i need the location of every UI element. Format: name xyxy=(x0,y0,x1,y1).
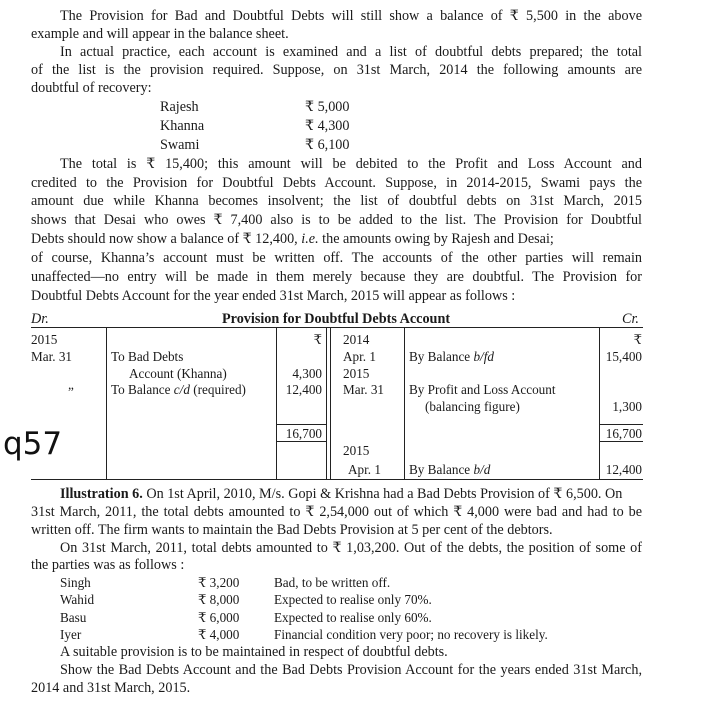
ledger-right-total: 16,700 xyxy=(605,426,642,441)
ledger-left-ditto: „ xyxy=(68,377,74,392)
para2-line-7: unaffected—no entry will be made in them merely because they are doubtful. The Provision for xyxy=(31,269,642,285)
party-name: Singh xyxy=(60,575,91,590)
para2-line-8: Doubtful Debts Account for the year ended 31st March, 2015 will appear as follows : xyxy=(31,288,516,304)
ledger-right-p4a: By Balance xyxy=(409,462,474,477)
ledger-right-p1a: By Balance xyxy=(409,349,474,364)
illustration-line-5: the parties was as follows : xyxy=(31,557,185,573)
recovery-amount: ₹ 5,000 xyxy=(305,99,350,115)
party-name: Wahid xyxy=(60,592,95,607)
ledger-right-date-3: Apr. 1 xyxy=(348,462,381,477)
ledger-left-p3a: To Balance xyxy=(111,382,174,397)
recovery-name: Khanna xyxy=(160,118,205,134)
ledger-left-particular-3 xyxy=(111,381,246,399)
ledger-right-particular-3: (balancing figure) xyxy=(425,399,520,414)
ledger-left-total: 16,700 xyxy=(285,426,322,441)
ledger-left-year: 2015 xyxy=(31,332,58,347)
illustration-line-3: written off. The firm wants to maintain the Bad Debts Provision at 5 per cent of the debtors. xyxy=(31,522,553,538)
ledger-right-date-2: Mar. 31 xyxy=(343,382,385,397)
party-amount: ₹ 6,000 xyxy=(198,610,240,625)
intro-line-3: In actual practice, each account is examined and a list of doubtful debts prepared; the total xyxy=(60,44,642,60)
ledger-right-year-3: 2015 xyxy=(343,443,370,458)
para2-ie: i.e. xyxy=(301,231,319,247)
ledger-right-p4b: b/d xyxy=(473,462,491,477)
illustration-line-4: On 31st March, 2011, total debts amounted to ₹ 1,03,200. Out of the debts, the position of some of xyxy=(60,540,642,556)
ledger-right-particular-4 xyxy=(409,461,490,479)
intro-line-4: of the list is the provision required. Suppose, on 31st March, 2014 the following amounts are xyxy=(31,62,642,78)
para2-line-3: amount due while Khanna becomes insolvent; the list of doubtful debts on 31st March, 2015 xyxy=(31,193,642,209)
ledger-cr: Cr. xyxy=(622,311,639,327)
question-number-stamp: q57 xyxy=(3,426,63,462)
recovery-name: Swami xyxy=(160,137,200,153)
party-note: Financial condition very poor; no recovery is likely. xyxy=(274,627,548,642)
ledger-right-year-2: 2015 xyxy=(343,366,370,381)
ledger-bottom-rule xyxy=(31,479,643,480)
party-amount: ₹ 8,000 xyxy=(198,592,240,607)
para2-line-5c: the amounts owing by Rajesh and Desai; xyxy=(318,231,554,247)
para2-line-4: shows that Desai who owes ₹ 7,400 also is to be added to the list. The Provision for Doubtful xyxy=(31,212,642,228)
party-name: Iyer xyxy=(60,627,82,642)
para2-line-6: of course, Khanna’s account must be written off. The accounts of the other parties will remain xyxy=(31,250,642,266)
party-name: Basu xyxy=(60,610,87,625)
ledger-left-p3b: c/d xyxy=(173,382,190,397)
ledger-left-amount-1: 4,300 xyxy=(292,366,322,381)
party-amount: ₹ 4,000 xyxy=(198,627,240,642)
intro-line-2: example and will appear in the balance sheet. xyxy=(31,26,289,42)
recovery-amount: ₹ 6,100 xyxy=(305,137,350,153)
ledger-left-date-rule xyxy=(106,327,107,479)
ledger-left-particular-2: Account (Khanna) xyxy=(129,366,227,381)
recovery-name: Rajesh xyxy=(160,99,199,115)
ledger-left-rupee: ₹ xyxy=(313,332,322,347)
intro-line-1: The Provision for Bad and Doubtful Debts will still show a balance of ₹ 5,500 in the above xyxy=(60,8,642,24)
ledger-left-date: Mar. 31 xyxy=(31,349,73,364)
ledger-dr: Dr. xyxy=(31,311,49,327)
ledger-top-rule xyxy=(31,327,643,328)
closing-line-2: Show the Bad Debts Account and the Bad Debts Provision Account for the years ended 31st March, xyxy=(60,662,642,678)
ledger-right-amount-1: 15,400 xyxy=(605,349,642,364)
para2-line-1: The total is ₹ 15,400; this amount will be debited to the Profit and Loss Account and xyxy=(60,156,642,172)
closing-line-1: A suitable provision is to be maintained in respect of doubtful debts. xyxy=(60,644,448,660)
ledger-left-amount-2: 12,400 xyxy=(285,382,322,397)
party-note: Expected to realise only 70%. xyxy=(274,592,432,607)
ledger-right-p1b: b/fd xyxy=(473,349,494,364)
ledger-right-particular-1 xyxy=(409,348,494,366)
para2-line-5a: Debts should now show a balance of ₹ 12,400, xyxy=(31,231,302,247)
ledger-left-p3c: (required) xyxy=(189,382,246,397)
para2-line-2: credited to the Provision for Doubtful Debts Account. Suppose, in 2014-2015, Swami pays the xyxy=(31,175,642,191)
para2-line-5 xyxy=(31,230,642,248)
ledger-left-particular-1: To Bad Debts xyxy=(111,349,184,364)
ledger-center-rule-2 xyxy=(330,327,331,479)
ledger-right-year-1: 2014 xyxy=(343,332,370,347)
party-note: Expected to realise only 60%. xyxy=(274,610,432,625)
intro-line-5: doubtful of recovery: xyxy=(31,80,152,96)
ledger-title: Provision for Doubtful Debts Account xyxy=(222,311,451,327)
illustration-label: Illustration 6. xyxy=(60,486,143,502)
ledger-right-particular-2: By Profit and Loss Account xyxy=(409,382,556,397)
illustration-l1: On 1st April, 2010, M/s. Gopi & Krishna had a Bad Debts Provision of ₹ 6,500. On xyxy=(142,486,623,502)
ledger-right-date-rule xyxy=(404,327,405,479)
ledger-center-rule-1 xyxy=(326,327,327,479)
party-amount: ₹ 3,200 xyxy=(198,575,240,590)
ledger-right-date-1: Apr. 1 xyxy=(343,349,376,364)
recovery-amount: ₹ 4,300 xyxy=(305,118,350,134)
party-note: Bad, to be written off. xyxy=(274,575,391,590)
illustration-line-2: 31st March, 2011, the total debts amounted to ₹ 2,54,000 out of which ₹ 4,000 were bad and had to be xyxy=(31,504,642,520)
ledger-right-amount-4: 12,400 xyxy=(605,462,642,477)
ledger-right-rupee: ₹ xyxy=(633,332,642,347)
ledger-right-amount-2: 1,300 xyxy=(612,399,642,414)
closing-line-3: 2014 and 31st March, 2015. xyxy=(31,680,191,696)
illustration-line-1 xyxy=(31,485,642,503)
ledger-left-amount-rule xyxy=(276,327,277,479)
